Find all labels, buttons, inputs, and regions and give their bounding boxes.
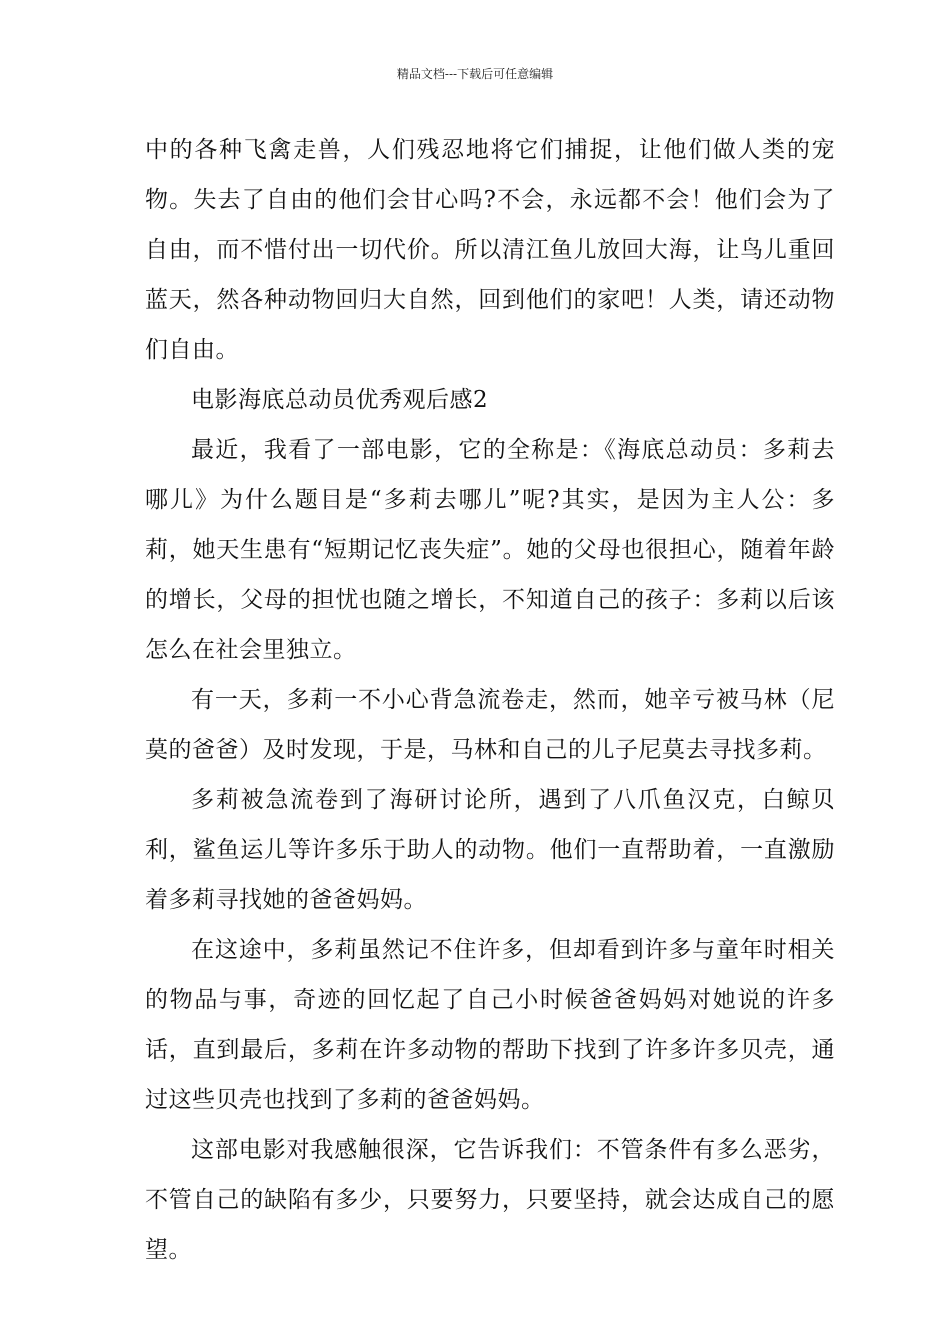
- paragraph: 这部电影对我感触很深，它告诉我们：不管条件有多么恶劣，不管自己的缺陷有多少，只要努力，只要坚持，就会达成自己的愿望。: [145, 1137, 835, 1263]
- section-title: 电影海底总动员优秀观后感2: [191, 387, 489, 413]
- document-body: [145, 125, 835, 1275]
- paragraph: 有一天，多莉一不小心背急流卷走，然而，她辛亏被马林（尼莫的爸爸）及时发现，于是，马林和自己的儿子尼莫去寻找多莉。: [145, 687, 835, 763]
- paragraph-continued: 中的各种飞禽走兽，人们残忍地将它们捕捉，让他们做人类的宠物。失去了自由的他们会甘心吗?不会，永远都不会！他们会为了自由，而不惜付出一切代价。所以清江鱼儿放回大海，让鸟儿重回蓝天，然各种动物回归大自然，回到他们的家吧！人类，请还动物们自由。: [145, 137, 835, 363]
- paragraph: 多莉被急流卷到了海研讨论所，遇到了八爪鱼汉克，白鲸贝利，鲨鱼运儿等许多乐于助人的动物。他们一直帮助着，一直激励着多莉寻找她的爸爸妈妈。: [145, 787, 835, 913]
- page-header: 精品文档---下载后可任意编辑: [396, 67, 554, 81]
- paragraph: 在这途中，多莉虽然记不住许多，但却看到许多与童年时相关的物品与事，奇迹的回忆起了自己小时候爸爸妈妈对她说的许多话，直到最后，多莉在许多动物的帮助下找到了许多许多贝壳，通过这些贝壳也找到了多莉的爸爸妈妈。: [145, 937, 835, 1113]
- paragraph: 最近，我看了一部电影，它的全称是：《海底总动员：多莉去哪儿》为什么题目是“多莉去哪儿”呢?其实，是因为主人公：多莉，她天生患有“短期记忆丧失症”。她的父母也很担心，随着年龄的增长，父母的担忧也随之增长，不知道自己的孩子：多莉以后该怎么在社会里独立。: [145, 437, 835, 663]
